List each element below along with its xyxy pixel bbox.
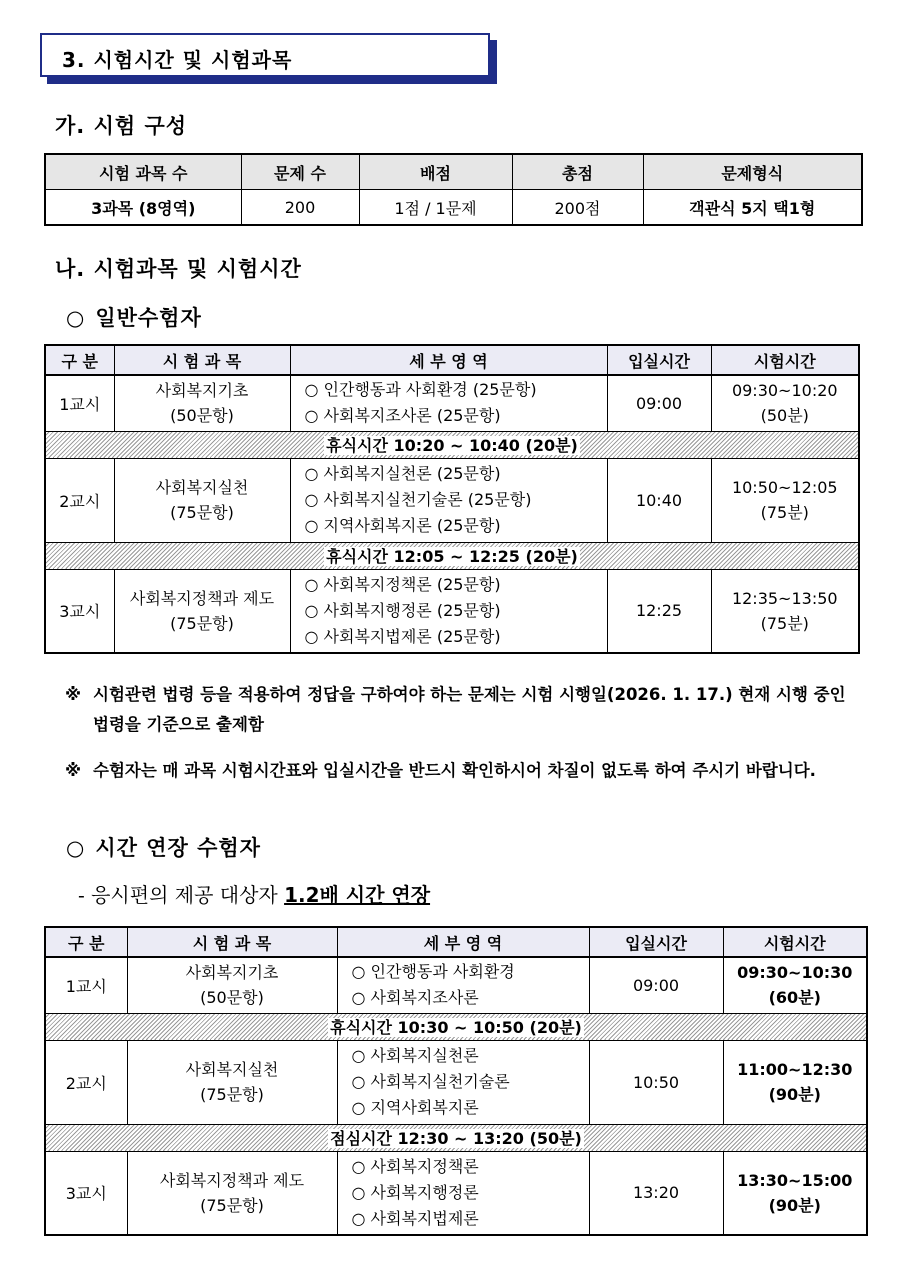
break-row	[45, 1013, 867, 1040]
note-text: 시험관련 법령 등을 적용하여 정답을 구하여야 하는 문제는 시험 시행일(2026. 1. 17.) 현재 시행 중인 법령을 기준으로 출제함	[93, 685, 846, 734]
exam-time-range: 09:30~10:30	[737, 963, 853, 983]
note-check-times	[65, 756, 865, 786]
exam-time-range: 10:50~12:05	[731, 478, 838, 497]
cell-exam-time	[711, 375, 859, 431]
break-row	[45, 1124, 867, 1151]
detail-item: ○ 사회복지조사론	[351, 988, 479, 1008]
exam-time-range: 12:35~13:50	[731, 588, 838, 608]
exam-time-range: 11:00~12:30	[737, 1060, 853, 1079]
cell-details	[290, 375, 607, 431]
table-header-row	[45, 345, 859, 375]
table-row	[45, 1151, 867, 1235]
header-cell: 문제 수	[241, 154, 359, 190]
cell-exam-time	[711, 458, 859, 542]
subject-count: (50문항)	[170, 406, 234, 426]
subject-count: (50문항)	[200, 988, 264, 1008]
exam-duration: (90분)	[768, 1195, 821, 1215]
detail-item: ○ 사회복지법제론 (25문항)	[304, 626, 501, 646]
header-cell: 시 험 과 목	[127, 927, 337, 957]
exam-duration: (60분)	[768, 988, 821, 1008]
detail-item: ○ 사회복지행정론 (25문항)	[304, 600, 501, 620]
exam-duration: (75분)	[760, 613, 809, 633]
table-row	[45, 1040, 867, 1124]
detail-item: ○ 사회복지실천론 (25문항)	[304, 464, 501, 483]
exam-duration: (50분)	[760, 406, 809, 426]
general-heading-text: 일반수험자	[95, 306, 202, 330]
extended-heading	[66, 832, 261, 862]
extended-heading-text: 시간 연장 수험자	[95, 836, 261, 860]
header-cell: 세 부 영 역	[290, 345, 607, 375]
break-text: 휴식시간 12:05 ~ 12:25 (20분)	[326, 547, 578, 566]
subject-name: 사회복지기초	[155, 381, 249, 401]
general-heading	[66, 302, 202, 332]
exam-time-range: 09:30~10:20	[731, 381, 838, 401]
cell-period: 1교시	[45, 957, 127, 1013]
cell-details	[290, 569, 607, 653]
break-cell	[45, 542, 859, 569]
table-row	[45, 375, 859, 431]
cell-exam-time	[711, 569, 859, 653]
cell-exam-time	[723, 957, 867, 1013]
break-text: 점심시간 12:30 ~ 13:20 (50분)	[330, 1129, 582, 1148]
header-cell: 구 분	[45, 345, 114, 375]
extended-schedule-table	[44, 926, 868, 1236]
header-cell: 입실시간	[589, 927, 723, 957]
general-schedule-table	[44, 344, 860, 654]
detail-item: ○ 사회복지조사론 (25문항)	[304, 406, 501, 426]
break-cell	[45, 431, 859, 458]
composition-heading: 가. 시험 구성	[55, 114, 188, 138]
detail-item: ○ 지역사회복지론	[351, 1098, 479, 1117]
break-text: 휴식시간 10:30 ~ 10:50 (20분)	[330, 1018, 582, 1037]
cell-period: 3교시	[45, 1151, 127, 1235]
cell-total: 200점	[512, 190, 643, 226]
cell-entry-time: 12:25	[607, 569, 711, 653]
detail-item: ○ 사회복지실천론	[351, 1046, 479, 1065]
cell-details	[337, 957, 589, 1013]
header-cell: 시험 과목 수	[45, 154, 241, 190]
cell-subject	[114, 375, 290, 431]
table-row	[45, 190, 862, 226]
cell-period: 2교시	[45, 458, 114, 542]
cell-entry-time: 13:20	[589, 1151, 723, 1235]
subject-count: (75문항)	[200, 1195, 264, 1215]
cell-subject	[127, 1151, 337, 1235]
composition-table	[44, 153, 863, 226]
cell-details	[290, 458, 607, 542]
note-laws	[65, 680, 865, 740]
cell-exam-time	[723, 1040, 867, 1124]
break-text: 휴식시간 10:20 ~ 10:40 (20분)	[326, 436, 578, 455]
cell-points: 1점 / 1문제	[359, 190, 512, 226]
detail-item: ○ 사회복지정책론	[351, 1156, 479, 1176]
circle-bullet: ○	[66, 306, 86, 330]
detail-item: ○ 인간행동과 사회환경 (25문항)	[304, 380, 537, 400]
table-header-row	[45, 154, 862, 190]
break-row	[45, 431, 859, 458]
table-row	[45, 458, 859, 542]
cell-subject	[114, 458, 290, 542]
cell-entry-time: 10:50	[589, 1040, 723, 1124]
exam-time-range: 13:30~15:00	[737, 1170, 853, 1190]
header-cell: 구 분	[45, 927, 127, 957]
circle-bullet: ○	[66, 836, 86, 860]
cell-subject-count: 3과목 (8영역)	[45, 190, 241, 226]
note-text: 수험자는 매 과목 시험시간표와 입실시간을 반드시 확인하시어 차질이 없도록 하여 주시기 바랍니다.	[93, 761, 816, 780]
cell-period: 2교시	[45, 1040, 127, 1124]
break-row	[45, 542, 859, 569]
cell-details	[337, 1040, 589, 1124]
break-cell	[45, 1124, 867, 1151]
subject-name: 사회복지정책과 제도	[129, 588, 275, 608]
detail-item: ○ 사회복지실천기술론	[351, 1072, 510, 1091]
schedule-heading: 나. 시험과목 및 시험시간	[55, 257, 302, 281]
note-mark: ※	[65, 761, 82, 780]
section-title-box	[40, 33, 490, 77]
extension-note	[78, 879, 430, 908]
subject-name: 사회복지기초	[185, 963, 279, 983]
extension-note-text: - 응시편의 제공 대상자	[78, 883, 278, 907]
cell-entry-time: 10:40	[607, 458, 711, 542]
subject-count: (75문항)	[170, 613, 234, 633]
subject-count: (75문항)	[170, 503, 234, 522]
subject-count: (75문항)	[200, 1085, 264, 1104]
exam-duration: (90분)	[768, 1085, 821, 1104]
detail-item: ○ 사회복지실천기술론 (25문항)	[304, 490, 532, 509]
table-row	[45, 957, 867, 1013]
cell-subject	[127, 957, 337, 1013]
table-header-row	[45, 927, 867, 957]
table-row	[45, 569, 859, 653]
extension-emphasis: 1.2배 시간 연장	[284, 883, 431, 907]
exam-duration: (75분)	[760, 503, 809, 522]
detail-item: ○ 사회복지법제론	[351, 1208, 479, 1228]
detail-item: ○ 사회복지정책론 (25문항)	[304, 574, 501, 594]
header-cell: 세 부 영 역	[337, 927, 589, 957]
cell-period: 3교시	[45, 569, 114, 653]
header-cell: 문제형식	[643, 154, 862, 190]
section-title: 3. 시험시간 및 시험과목	[62, 48, 293, 72]
subject-name: 사회복지실천	[185, 1060, 279, 1079]
break-cell	[45, 1013, 867, 1040]
cell-format: 객관식 5지 택1형	[643, 190, 862, 226]
detail-item: ○ 사회복지행정론	[351, 1182, 479, 1202]
cell-subject	[114, 569, 290, 653]
subject-name: 사회복지실천	[155, 478, 249, 497]
cell-exam-time	[723, 1151, 867, 1235]
cell-period: 1교시	[45, 375, 114, 431]
cell-entry-time: 09:00	[589, 957, 723, 1013]
note-mark: ※	[65, 685, 82, 704]
cell-details	[337, 1151, 589, 1235]
header-cell: 입실시간	[607, 345, 711, 375]
header-cell: 시험시간	[723, 927, 867, 957]
detail-item: ○ 인간행동과 사회환경	[351, 962, 515, 982]
subject-name: 사회복지정책과 제도	[159, 1170, 305, 1190]
detail-item: ○ 지역사회복지론 (25문항)	[304, 516, 501, 535]
cell-entry-time: 09:00	[607, 375, 711, 431]
header-cell: 배점	[359, 154, 512, 190]
cell-question-count: 200	[241, 190, 359, 226]
header-cell: 시험시간	[711, 345, 859, 375]
header-cell: 총점	[512, 154, 643, 190]
cell-subject	[127, 1040, 337, 1124]
header-cell: 시 험 과 목	[114, 345, 290, 375]
